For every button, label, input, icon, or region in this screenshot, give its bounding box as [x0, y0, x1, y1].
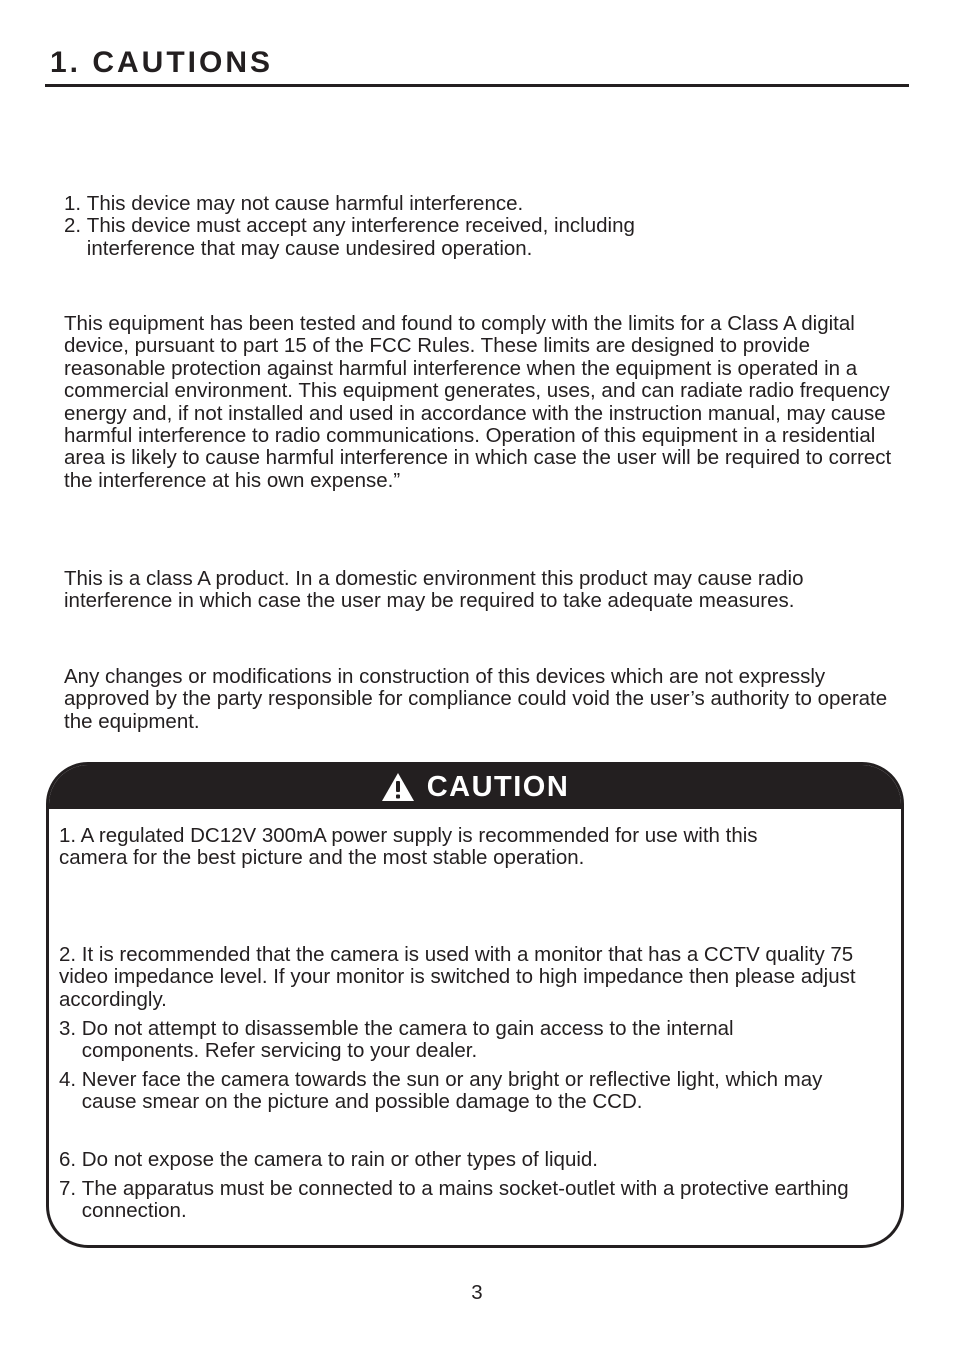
list-item-number: 1. — [59, 824, 81, 847]
list-item-text: It is recommended that the camera is used with a monitor that has a CCTV quality 75 video impedance level. If your monitor is switched to high impedance then please adjust accordingly. — [59, 943, 856, 1011]
caution-item-3 — [59, 1018, 819, 1063]
page-number: 3 — [471, 1281, 483, 1304]
list-item-text: Never face the camera towards the sun or any bright or reflective light, which may cause smear on the picture and possible damage to the CCD. — [81, 1068, 823, 1114]
list-item-text: This device must accept any interference received, including interference that may cause undesired operation. — [86, 214, 635, 260]
list-item-text: The apparatus must be connected to a mains socket-outlet with a protective earthing connection. — [81, 1177, 849, 1223]
caution-header — [49, 765, 901, 809]
list-item — [64, 193, 704, 215]
list-item-text: This device may not cause harmful interference. — [86, 192, 524, 215]
fcc-conditions-list — [64, 193, 704, 260]
title-divider — [45, 84, 909, 87]
caution-box — [46, 762, 904, 1248]
list-item-number: 1. — [64, 192, 87, 215]
list-item — [64, 215, 704, 260]
list-item-text: A regulated DC12V 300mA power supply is recommended for use with this camera for the best picture and the most stable operation. — [59, 824, 758, 870]
fcc-class-a-paragraph: This equipment has been tested and found to comply with the limits for a Class A digital device, pursuant to part 15 of the FCC Rules. These limits are designed to provide reasonable protection against harmful interference when the equipment is operated in a commercial environment. This equipment generates, uses, and can radiate radio frequency energy and, if not installed and used in accordance with the instruction manual, may cause harmful interference to radio communications. Operation of this equipment in a residential area is likely to cause harmful interference in which case the user will be required to correct the interference at his own expense.” — [64, 312, 892, 492]
caution-item-2 — [59, 944, 874, 1011]
caution-label: CAUTION — [426, 770, 570, 803]
list-item-number: 6. — [59, 1148, 82, 1171]
class-a-product-paragraph: This is a class A product. In a domestic environment this product may cause radio interference in which case the user may be required to take adequate measures. — [64, 567, 804, 613]
caution-item-1 — [59, 825, 799, 870]
page-title: 1. CAUTIONS — [50, 46, 274, 79]
caution-item-6 — [59, 1149, 859, 1171]
modifications-paragraph: Any changes or modifications in construction of this devices which are not expressly approved by the party responsible for compliance could void the user’s authority to operate the equipment. — [64, 665, 888, 733]
warning-triangle-icon — [381, 772, 415, 802]
list-item-number: 4. — [59, 1068, 82, 1091]
list-item-number: 2. — [59, 943, 82, 966]
list-item-number: 3. — [59, 1017, 82, 1040]
list-item-number: 2. — [64, 214, 87, 238]
list-item-number: 7. — [59, 1177, 82, 1200]
list-item-text: Do not attempt to disassemble the camera to gain access to the internal components. Refer servicing to your dealer. — [81, 1017, 734, 1063]
caution-item-4 — [59, 1069, 859, 1114]
caution-item-7 — [59, 1178, 849, 1223]
list-item-text: Do not expose the camera to rain or other types of liquid. — [81, 1148, 599, 1171]
